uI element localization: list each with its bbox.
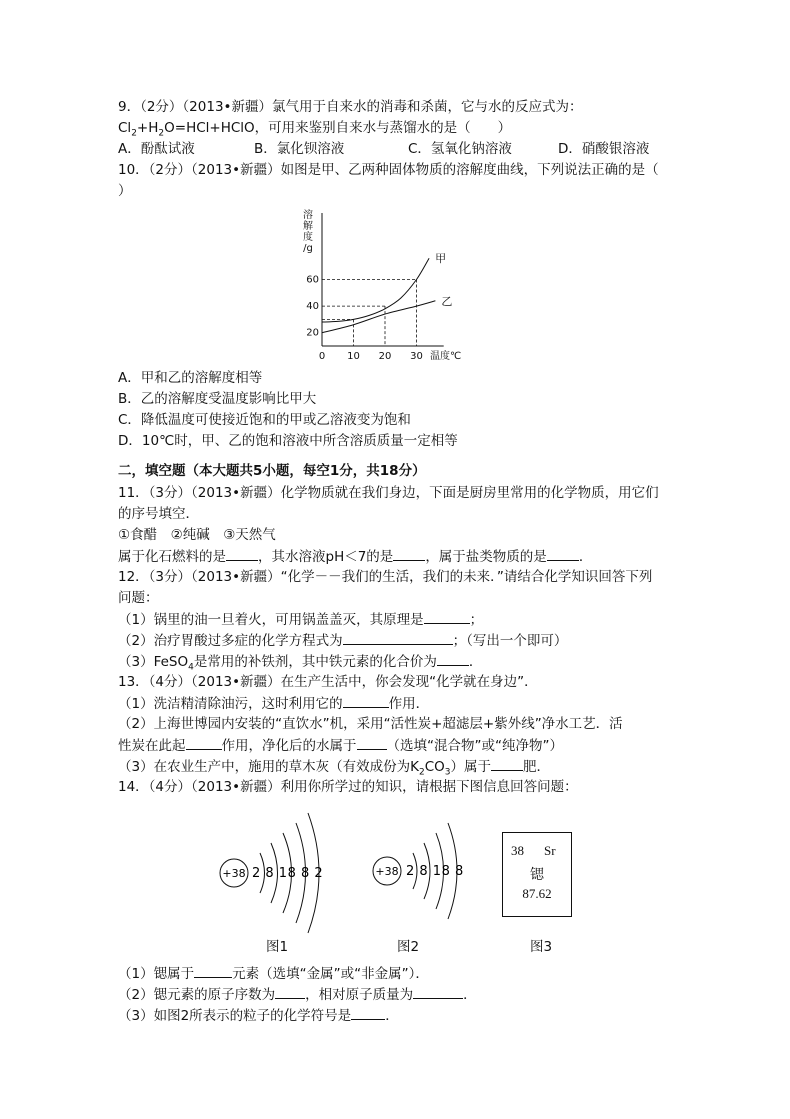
fig1-nucleus-label: +38 xyxy=(222,867,246,880)
q13-p3-co: CO xyxy=(424,759,445,775)
answer-blank[interactable] xyxy=(491,757,523,771)
q9-option-a: A．酚酞试液 xyxy=(118,141,195,157)
y-axis-label-char: 度 xyxy=(303,232,313,243)
q9-line1: 9．（2分）（2013•新疆）氯气用于自来水的消毒和杀菌，它与水的反应式为： xyxy=(118,99,583,115)
answer-blank[interactable] xyxy=(343,694,389,708)
q11-text-c: ，属于盐类物质的是 xyxy=(425,549,547,565)
q9-formula-sub: 2 xyxy=(131,128,137,139)
answer-blank[interactable] xyxy=(424,610,470,624)
answer-blank[interactable] xyxy=(357,736,387,750)
answer-blank[interactable] xyxy=(351,1006,385,1020)
section2-title: 二，填空题（本大题共5小题，每空1分，共18分） xyxy=(118,463,426,479)
q14-p1-text: （1）锶属于 xyxy=(118,966,195,982)
q14-p2-end: ． xyxy=(463,987,477,1003)
fig2-nucleus-label: +38 xyxy=(375,865,399,878)
answer-blank[interactable] xyxy=(393,547,425,561)
q14-p1-end: 元素（选填“金属”或“非金属”）． xyxy=(232,966,429,982)
answer-blank[interactable] xyxy=(226,547,258,561)
fig3-atomic-number: 38 xyxy=(511,843,524,858)
q13-p3-text: （3）在农业生产中，施用的草木灰（有效成份为K xyxy=(118,759,419,775)
fig3-caption: 图3 xyxy=(530,939,553,955)
q12-p3-end: ． xyxy=(468,654,483,670)
q11-line3: ①食醋 ②纯碱 ③天然气 xyxy=(118,527,276,543)
q11-text-d: ． xyxy=(578,549,593,565)
q14-part1 xyxy=(118,964,429,983)
q14-p2-text: （2）锶元素的原子序数为 xyxy=(118,987,276,1003)
q12-p3-sub: 4 xyxy=(188,662,194,673)
q10-line2: ） xyxy=(118,183,132,199)
fig1-caption: 图1 xyxy=(266,939,289,955)
q13-p3-sub1: 2 xyxy=(418,767,425,778)
fig3-atomic-mass: 87.62 xyxy=(522,886,552,901)
answer-blank[interactable] xyxy=(437,652,469,666)
q12-p2-end: ；（写出一个即可） xyxy=(452,633,568,649)
answer-blank[interactable] xyxy=(275,985,305,999)
series-label-yi: 乙 xyxy=(441,294,453,308)
y-tick-label: 40 xyxy=(306,301,319,313)
q13-p2b-text-a: 性炭在此起 xyxy=(118,738,186,754)
q11-text-b: ，其水溶液pH＜7的是 xyxy=(258,549,394,565)
series-label-jia: 甲 xyxy=(435,252,447,266)
q13-p3-end: 肥． xyxy=(522,759,550,775)
q12-p1-end: ； xyxy=(469,612,484,628)
y-tick-label: 20 xyxy=(306,327,319,339)
x-tick-label: 10 xyxy=(347,351,360,362)
y-axis-label-char: 解 xyxy=(303,221,313,232)
q13-p3-sub2: 3 xyxy=(444,767,451,778)
y-axis-label-char: 溶 xyxy=(303,210,313,221)
answer-blank[interactable] xyxy=(413,985,463,999)
q10-option-c: C．降低温度可使接近饱和的甲或乙溶液变为饱和 xyxy=(118,412,411,428)
q14-p3-text: （3）如图2所表示的粒子的化学符号是 xyxy=(118,1008,352,1024)
answer-blank[interactable] xyxy=(194,964,232,978)
q13-line1: 13．（4分）（2013•新疆）在生产生活中，你会发现“化学就在身边”． xyxy=(118,674,538,690)
q10-line1: 10．（2分）（2013•新疆）如图是甲、乙两种固体物质的溶解度曲线，下列说法正确的是（ xyxy=(118,162,659,178)
q9-options xyxy=(118,140,649,158)
q14-part2 xyxy=(118,985,477,1004)
q13-p1-text: （1）洗洁精清除油污，这时利用它的 xyxy=(118,696,343,712)
x-tick-label: 20 xyxy=(378,351,392,362)
q12-part2 xyxy=(118,631,567,650)
fig2-caption: 图2 xyxy=(397,939,420,955)
answer-blank[interactable] xyxy=(547,547,579,561)
fig3-element-name: 锶 xyxy=(530,867,544,883)
fig3-symbol: Sr xyxy=(544,843,556,858)
q10-option-d: D．10℃时，甲、乙的饱和溶液中所含溶质质量一定相等 xyxy=(118,433,458,449)
q12-line2: 问题： xyxy=(118,590,159,606)
q14-p3-end: ． xyxy=(385,1008,399,1024)
q12-p3-text: （3）FeSO xyxy=(118,654,189,670)
q13-part1 xyxy=(118,694,429,713)
q12-p3-text-b: 是常用的补铁剂，其中铁元素的化合价为 xyxy=(193,654,437,670)
q9-option-b: B．氯化钡溶液 xyxy=(254,141,345,157)
q12-p2-text: （2）治疗胃酸过多症的化学方程式为 xyxy=(118,633,343,649)
series-line-yi xyxy=(322,301,435,333)
x-tick-label: 0 xyxy=(318,351,326,362)
q10-option-b: B．乙的溶解度受温度影响比甲大 xyxy=(118,391,317,407)
q13-p2b-text-c: （选填“混合物”或“纯净物”） xyxy=(386,738,563,754)
x-tick-label: 30 xyxy=(410,351,423,362)
solubility-chart xyxy=(300,203,480,363)
q11-line1: 11．（3分）（2013•新疆）化学物质就在我们身边，下面是厨房里常用的化学物质，用它们 xyxy=(118,485,659,501)
q14-part3 xyxy=(118,1006,399,1025)
q9-option-d: D．硝酸银溶液 xyxy=(558,141,650,157)
figure2-ion-diagram xyxy=(370,818,470,938)
q9-formula-rest: O=HCl+HClO，可用来鉴别自来水与蒸馏水的是（ ） xyxy=(164,120,512,136)
figure3-element-cell xyxy=(502,832,572,917)
answer-blank[interactable] xyxy=(186,736,222,750)
q12-part1 xyxy=(118,610,483,629)
q11-text-a: 属于化石燃料的是 xyxy=(118,549,226,565)
figure1-atom-diagram xyxy=(215,806,325,956)
q9-formula-cl: Cl xyxy=(118,120,132,136)
q9-option-c: C．氢氧化钠溶液 xyxy=(408,141,512,157)
answer-blank[interactable] xyxy=(343,631,453,645)
fig2-shell-electrons: 2 8 18 8 xyxy=(406,864,464,879)
q13-part2: （2）上海世博园内安装的“直饮水”机，采用“活性炭+超滤层+紫外线”净水工艺．活 xyxy=(118,716,623,732)
q9-formula-plus: +H xyxy=(136,120,159,136)
q13-p1-end: 作用． xyxy=(388,696,430,712)
q11-line2: 的序号填空． xyxy=(118,506,199,522)
q12-p1-text: （1）锅里的油一旦着火，可用锅盖盖灭，其原理是 xyxy=(118,612,424,628)
fig1-shell-electrons: 2 8 18 8 2 xyxy=(252,866,324,881)
q9-formula-sub-b: 2 xyxy=(158,128,165,139)
q12-line1: 12．（3分）（2013•新疆）“化学－－我们的生活，我们的未来．”请结合化学知识回答下列 xyxy=(118,569,653,585)
q13-p2b-text-b: 作用，净化后的水属于 xyxy=(221,738,357,754)
q14-p2-text-b: ，相对原子质量为 xyxy=(305,987,414,1003)
y-axis-label-char: /g xyxy=(303,243,313,254)
x-axis-label: 温度℃ xyxy=(430,351,462,362)
series-line-jia xyxy=(322,258,429,322)
q13-part2b xyxy=(118,736,563,755)
y-tick-label: 60 xyxy=(306,274,319,286)
q10-option-a: A．甲和乙的溶解度相等 xyxy=(118,370,263,386)
q14-line1: 14．（4分）（2013•新疆）利用你所学过的知识，请根据下图信息回答问题： xyxy=(118,779,578,795)
q11-line4 xyxy=(118,547,592,566)
q13-p3-text-c: ）属于 xyxy=(450,759,491,775)
